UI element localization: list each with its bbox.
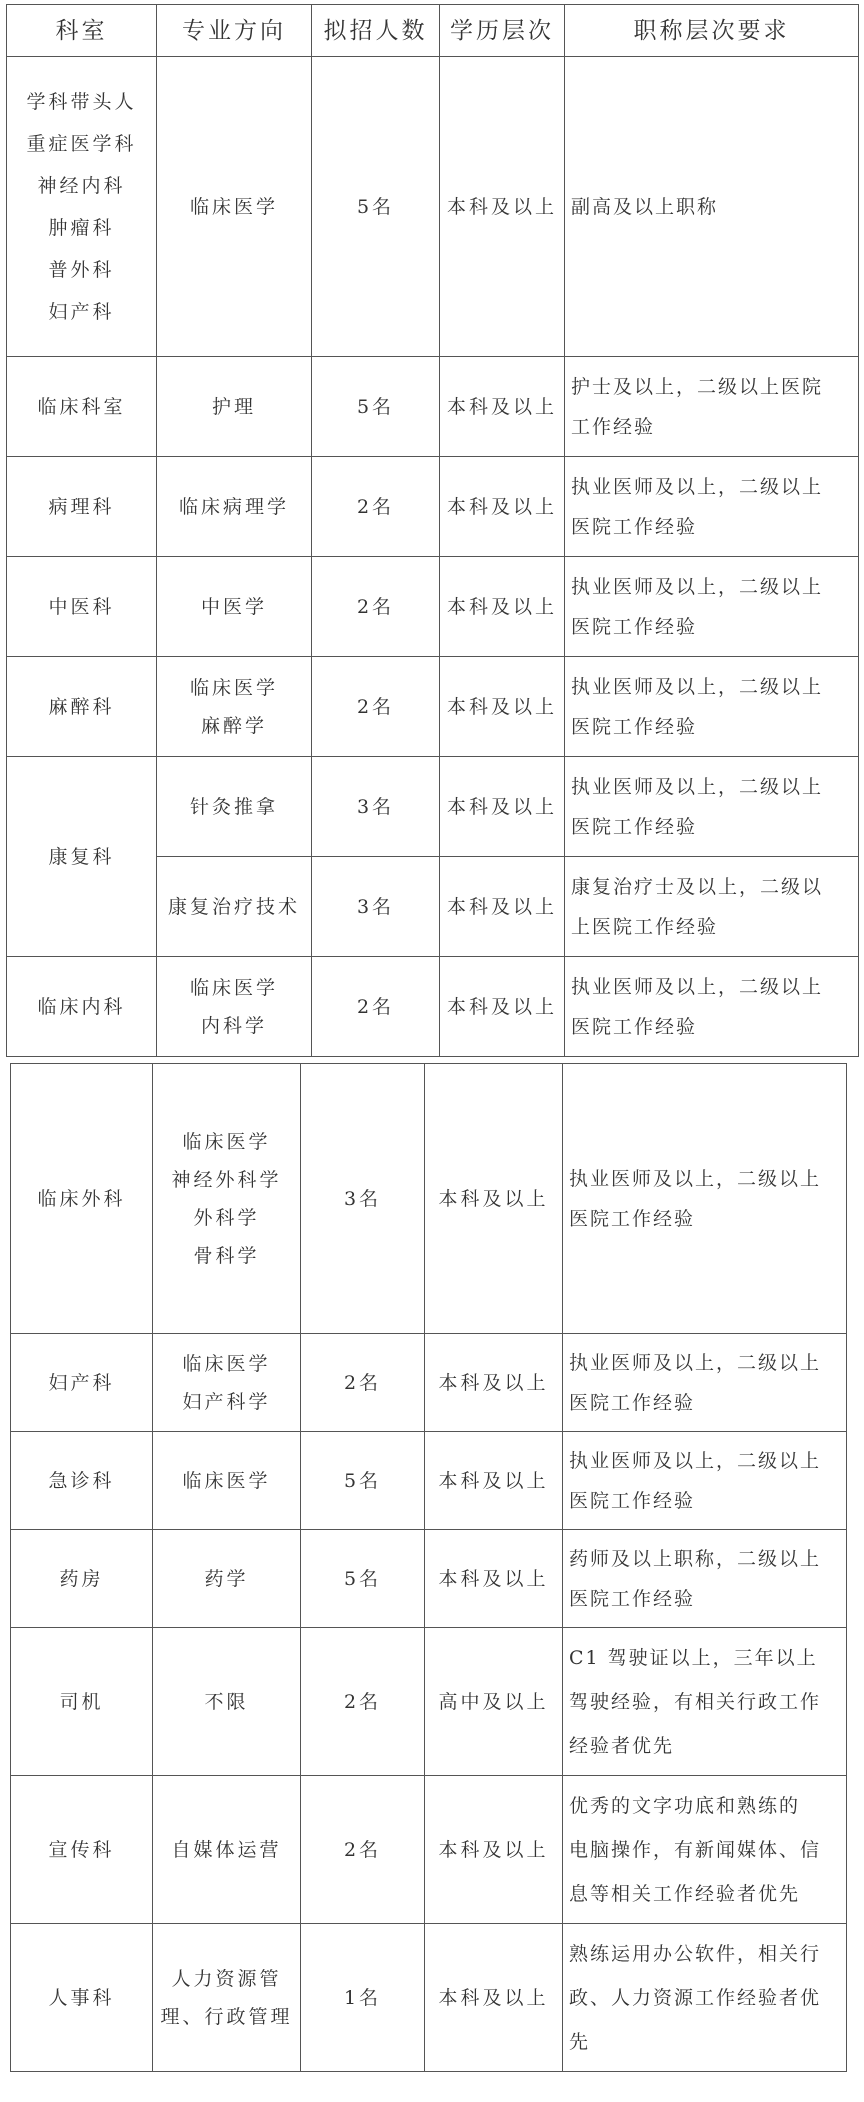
header-req: 职称层次要求 <box>565 5 859 57</box>
req-cell-line: 驾驶经验，有相关行政工作 <box>569 1690 822 1713</box>
count-cell: 2名 <box>312 457 440 557</box>
table-row <box>7 457 859 557</box>
major-cell-line: 临床医学 <box>189 676 278 699</box>
major-cell-line: 临床医学 <box>189 976 278 999</box>
req-cell <box>565 557 859 657</box>
header-edu: 学历层次 <box>440 5 565 57</box>
edu-cell: 本科及以上 <box>440 557 565 657</box>
dept-cell <box>11 1432 153 1530</box>
count-cell: 5名 <box>301 1530 425 1628</box>
major-cell <box>157 957 312 1057</box>
dept-cell-line: 急诊科 <box>48 1469 115 1492</box>
dept-cell-line: 人事科 <box>48 1986 115 2009</box>
table2-body <box>11 1064 847 2072</box>
dept-cell-line: 药房 <box>59 1567 104 1590</box>
req-cell-line: 执业医师及以上，二级以上 <box>571 975 824 998</box>
edu-cell: 本科及以上 <box>440 957 565 1057</box>
edu-cell: 本科及以上 <box>440 357 565 457</box>
dept-cell <box>7 357 157 457</box>
edu-cell: 本科及以上 <box>425 1334 563 1432</box>
major-cell-line: 临床病理学 <box>178 495 289 518</box>
dept-cell-line: 麻醉科 <box>48 695 115 718</box>
table-row <box>7 57 859 357</box>
major-cell <box>157 57 312 357</box>
dept-cell-line: 临床科室 <box>37 395 126 418</box>
req-cell-line: 医院工作经验 <box>571 1015 698 1038</box>
table-row <box>7 757 859 857</box>
major-cell <box>153 1628 301 1776</box>
edu-cell: 本科及以上 <box>440 857 565 957</box>
major-cell-line: 临床医学 <box>182 1469 271 1492</box>
table-row <box>11 1064 847 1334</box>
major-cell-line: 针灸推拿 <box>189 795 278 818</box>
table-row <box>7 657 859 757</box>
dept-cell <box>7 657 157 757</box>
major-cell-line: 麻醉学 <box>200 714 267 737</box>
table-row <box>11 1924 847 2072</box>
major-cell-line: 妇产科学 <box>182 1390 271 1413</box>
req-cell <box>563 1628 847 1776</box>
major-cell <box>153 1530 301 1628</box>
req-cell-line: C1 驾驶证以上，三年以上 <box>569 1646 818 1669</box>
table1-body <box>7 57 859 1057</box>
table-row <box>11 1776 847 1924</box>
req-cell-line: 医院工作经验 <box>571 615 698 638</box>
count-cell: 2名 <box>312 657 440 757</box>
req-cell-line: 电脑操作，有新闻媒体、信 <box>569 1838 822 1861</box>
table-row <box>11 1628 847 1776</box>
count-cell: 5名 <box>312 57 440 357</box>
count-cell: 5名 <box>301 1432 425 1530</box>
dept-cell <box>11 1924 153 2072</box>
req-cell-line: 医院工作经验 <box>571 715 698 738</box>
count-cell: 2名 <box>312 957 440 1057</box>
edu-cell: 本科及以上 <box>440 457 565 557</box>
major-cell <box>153 1924 301 2072</box>
req-cell-line: 医院工作经验 <box>571 815 698 838</box>
table-row <box>7 957 859 1057</box>
major-cell-line: 内科学 <box>200 1014 267 1037</box>
dept-cell-line: 重症医学科 <box>26 132 137 155</box>
major-cell <box>153 1064 301 1334</box>
req-cell <box>565 857 859 957</box>
req-cell-line: 副高及以上职称 <box>571 195 719 218</box>
count-cell: 3名 <box>312 757 440 857</box>
req-cell <box>563 1432 847 1530</box>
req-cell <box>563 1776 847 1924</box>
major-cell-line: 临床医学 <box>182 1130 271 1153</box>
major-cell-line: 护理 <box>211 395 256 418</box>
major-cell <box>153 1432 301 1530</box>
table-row <box>11 1530 847 1628</box>
req-cell-line: 政、人力资源工作经验者优 <box>569 1986 822 2009</box>
dept-cell-line: 普外科 <box>48 258 115 281</box>
dept-cell-line: 妇产科 <box>48 300 115 323</box>
edu-cell: 高中及以上 <box>425 1628 563 1776</box>
req-cell-line: 熟练运用办公软件，相关行 <box>569 1942 822 1965</box>
req-cell-line: 执业医师及以上，二级以上 <box>569 1351 822 1374</box>
count-cell: 1名 <box>301 1924 425 2072</box>
table-row <box>11 1334 847 1432</box>
dept-cell-line: 妇产科 <box>48 1371 115 1394</box>
major-cell <box>157 757 312 857</box>
req-cell-line: 医院工作经验 <box>571 515 698 538</box>
req-cell-line: 经验者优先 <box>569 1734 675 1757</box>
dept-cell-line: 康复科 <box>48 845 115 868</box>
major-cell <box>153 1334 301 1432</box>
dept-cell-line: 神经内科 <box>37 174 126 197</box>
edu-cell: 本科及以上 <box>425 1432 563 1530</box>
major-cell <box>157 357 312 457</box>
dept-cell <box>11 1064 153 1334</box>
header-dept: 科室 <box>7 5 157 57</box>
table-row <box>7 357 859 457</box>
req-cell-line: 医院工作经验 <box>569 1207 696 1230</box>
dept-cell <box>11 1530 153 1628</box>
major-cell <box>157 457 312 557</box>
req-cell <box>563 1334 847 1432</box>
count-cell: 3名 <box>301 1064 425 1334</box>
major-cell-line: 中医学 <box>200 595 267 618</box>
count-cell: 3名 <box>312 857 440 957</box>
req-cell-line: 先 <box>569 2030 591 2053</box>
req-cell <box>565 657 859 757</box>
major-cell <box>157 657 312 757</box>
major-cell-line: 临床医学 <box>189 195 278 218</box>
dept-cell-line: 学科带头人 <box>26 90 137 113</box>
table-row <box>7 557 859 657</box>
recruitment-table-part-2 <box>10 1063 847 2072</box>
dept-cell <box>7 557 157 657</box>
req-cell-line: 护士及以上，二级以上医院 <box>571 375 824 398</box>
major-cell-line: 理、行政管理 <box>160 2005 293 2028</box>
dept-cell <box>7 957 157 1057</box>
count-cell: 2名 <box>301 1628 425 1776</box>
major-cell-line: 骨科学 <box>193 1244 260 1267</box>
dept-cell <box>7 757 157 957</box>
req-cell <box>563 1064 847 1334</box>
edu-cell: 本科及以上 <box>425 1530 563 1628</box>
req-cell-line: 康复治疗士及以上，二级以 <box>571 875 824 898</box>
req-cell <box>563 1924 847 2072</box>
dept-cell <box>11 1334 153 1432</box>
major-cell-line: 外科学 <box>193 1206 260 1229</box>
count-cell: 2名 <box>312 557 440 657</box>
major-cell <box>157 557 312 657</box>
req-cell-line: 执业医师及以上，二级以上 <box>569 1449 822 1472</box>
dept-cell-line: 临床外科 <box>37 1187 126 1210</box>
req-cell-line: 执业医师及以上，二级以上 <box>571 575 824 598</box>
dept-cell-line: 病理科 <box>48 495 115 518</box>
edu-cell: 本科及以上 <box>440 57 565 357</box>
dept-cell <box>7 57 157 357</box>
req-cell <box>565 757 859 857</box>
dept-cell <box>11 1628 153 1776</box>
dept-cell-line: 宣传科 <box>48 1838 115 1861</box>
header-major: 专业方向 <box>157 5 312 57</box>
dept-cell <box>11 1776 153 1924</box>
major-cell-line: 神经外科学 <box>171 1168 282 1191</box>
recruitment-table-part-1 <box>6 4 859 1057</box>
dept-cell-line: 肿瘤科 <box>48 216 115 239</box>
req-cell-line: 工作经验 <box>571 415 656 438</box>
edu-cell: 本科及以上 <box>425 1776 563 1924</box>
count-cell: 2名 <box>301 1776 425 1924</box>
header-count: 拟招人数 <box>312 5 440 57</box>
edu-cell: 本科及以上 <box>440 757 565 857</box>
dept-cell <box>7 457 157 557</box>
major-cell-line: 人力资源管 <box>171 1967 282 1990</box>
req-cell-line: 上医院工作经验 <box>571 915 719 938</box>
req-cell-line: 医院工作经验 <box>569 1489 696 1512</box>
req-cell-line: 医院工作经验 <box>569 1391 696 1414</box>
major-cell-line: 不限 <box>204 1690 249 1713</box>
major-cell-line: 临床医学 <box>182 1352 271 1375</box>
edu-cell: 本科及以上 <box>440 657 565 757</box>
req-cell-line: 执业医师及以上，二级以上 <box>571 775 824 798</box>
major-cell-line: 康复治疗技术 <box>167 895 300 918</box>
major-cell-line: 自媒体运营 <box>171 1838 282 1861</box>
major-cell <box>157 857 312 957</box>
req-cell <box>565 57 859 357</box>
dept-cell-line: 司机 <box>59 1690 104 1713</box>
dept-cell-line: 临床内科 <box>37 995 126 1018</box>
req-cell <box>565 957 859 1057</box>
req-cell-line: 执业医师及以上，二级以上 <box>569 1167 822 1190</box>
table-row <box>11 1432 847 1530</box>
req-cell <box>565 457 859 557</box>
count-cell: 2名 <box>301 1334 425 1432</box>
req-cell-line: 执业医师及以上，二级以上 <box>571 475 824 498</box>
major-cell <box>153 1776 301 1924</box>
req-cell-line: 医院工作经验 <box>569 1587 696 1610</box>
req-cell-line: 优秀的文字功底和熟练的 <box>569 1794 801 1817</box>
edu-cell: 本科及以上 <box>425 1924 563 2072</box>
major-cell-line: 药学 <box>204 1567 249 1590</box>
req-cell-line: 息等相关工作经验者优先 <box>569 1882 801 1905</box>
req-cell <box>563 1530 847 1628</box>
req-cell-line: 药师及以上职称，二级以上 <box>569 1547 822 1570</box>
count-cell: 5名 <box>312 357 440 457</box>
req-cell <box>565 357 859 457</box>
req-cell-line: 执业医师及以上，二级以上 <box>571 675 824 698</box>
edu-cell: 本科及以上 <box>425 1064 563 1334</box>
dept-cell-line: 中医科 <box>48 595 115 618</box>
